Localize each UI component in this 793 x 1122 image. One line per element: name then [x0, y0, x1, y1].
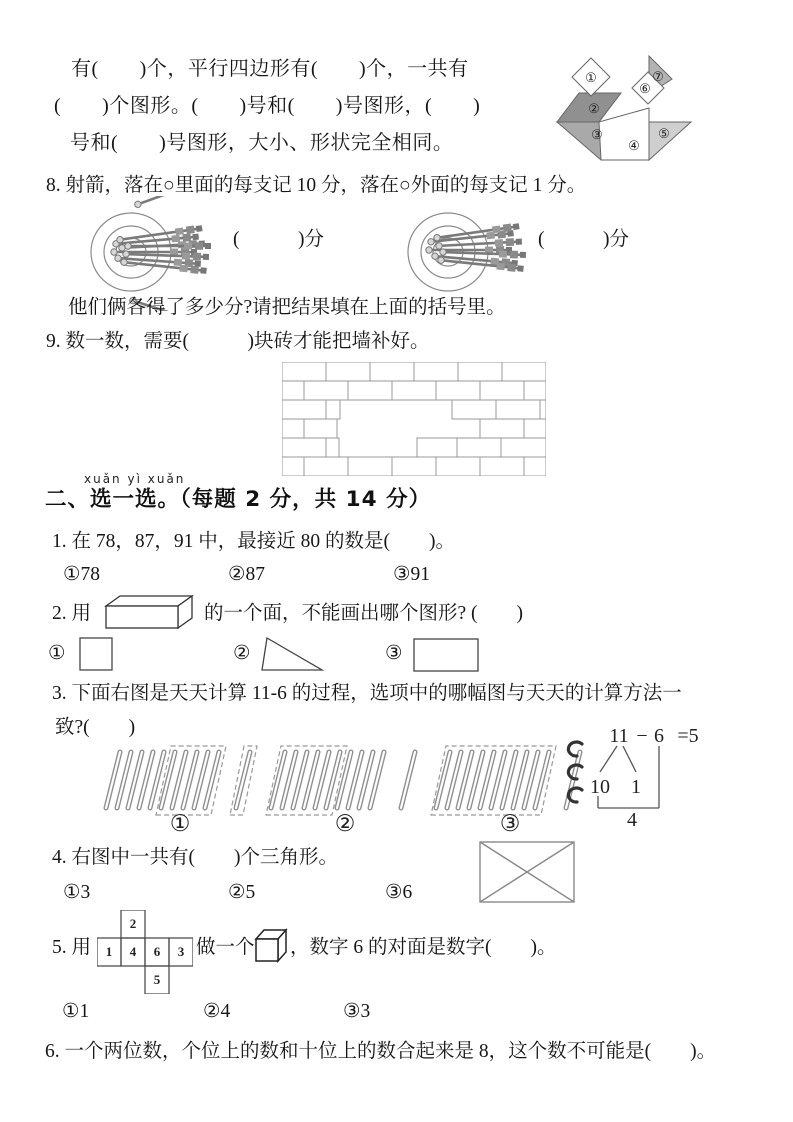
q5-option-2: ②4	[203, 1001, 231, 1022]
q3-stick-label-3: ③	[499, 811, 521, 836]
brick-row-4	[282, 419, 546, 438]
q3-stick-label-1: ①	[169, 811, 191, 836]
archery-target-2	[393, 196, 568, 311]
computation-diagram	[560, 716, 790, 832]
tangram-pieces	[557, 56, 691, 160]
net-cell-2: 4	[129, 944, 137, 959]
q1-option-2: ②87	[228, 564, 265, 585]
cuboid-figure	[104, 594, 198, 632]
cube-net-figure	[97, 910, 193, 994]
q5-option-1: ①1	[62, 1001, 90, 1022]
q3-stick-label-2: ②	[334, 811, 356, 836]
section2-pinyin: xuǎn yì xuǎn	[84, 472, 186, 486]
spiral-binding-icon	[568, 742, 582, 802]
q4-option-1: ①3	[63, 882, 91, 903]
brick-row-6	[282, 457, 546, 476]
net-cell-4: 3	[177, 944, 185, 959]
q2-text-pre: 2. 用	[52, 603, 92, 624]
arrows-inside	[426, 222, 526, 272]
square-option-figure	[78, 636, 114, 672]
q7-line2: ( )个图形。( )号和( )号图形，( )	[54, 95, 481, 117]
q8-score-blank-1: ( )分	[233, 229, 324, 250]
tangram-label-2: ②	[588, 101, 600, 116]
rectangle-option-figure	[413, 638, 479, 672]
tangram-figure	[549, 40, 793, 170]
q3-line2: 致?( )	[55, 717, 136, 738]
q1-option-1: ①78	[63, 564, 100, 585]
tangram-piece-5	[649, 122, 691, 160]
brick-row-2	[282, 381, 546, 400]
arrows-inside	[111, 224, 211, 274]
q9-text: 9. 数一数，需要( )块砖才能把墙补好。	[46, 331, 430, 352]
tangram-label-3: ③	[591, 127, 603, 142]
brick-row-1	[282, 362, 546, 381]
archery-target-1	[76, 196, 251, 311]
q2-mark-3: ③	[385, 643, 403, 664]
q8-score-blank-2: ( )分	[538, 229, 629, 250]
q5-text-post: ，数字 6 的对面是数字( )。	[290, 937, 557, 958]
net-cell-1: 1	[105, 944, 113, 959]
rectangle-with-diagonals-figure	[479, 841, 575, 903]
q5-option-3: ③3	[343, 1001, 371, 1022]
q5-text-pre: 5. 用	[52, 937, 92, 958]
q8-followup: 他们俩各得了多少分?请把结果填在上面的括号里。	[68, 297, 506, 318]
diagram-numbers	[590, 725, 699, 831]
tangram-piece-4	[599, 108, 649, 160]
net-cell-top: 2	[129, 916, 137, 931]
net-cell-3: 6	[153, 944, 161, 959]
diagram-minus-sign: −	[636, 725, 648, 747]
q3-line1: 3. 下面右图是天天计算 11-6 的过程，选项中的哪幅图与天天的计算方法一	[52, 683, 682, 704]
net-cell-bottom: 5	[153, 972, 161, 987]
q7-line1: 有( )个，平行四边形有( )个，一共有	[71, 58, 469, 80]
sticks-option-2-figure	[265, 744, 425, 818]
q2-text-post: 的一个面，不能画出哪个图形? ( )	[204, 603, 524, 624]
diagram-part-ten: 10	[590, 776, 610, 798]
tangram-label-4: ④	[628, 138, 640, 153]
q2-mark-2: ②	[233, 643, 251, 664]
q8-text: 8. 射箭，落在○里面的每支记 10 分，落在○外面的每支记 1 分。	[46, 175, 587, 196]
q1-option-3: ③91	[393, 564, 430, 585]
brick-row-5	[282, 438, 546, 457]
cube-figure	[253, 926, 289, 966]
q4-text: 4. 右图中一共有( )个三角形。	[52, 847, 338, 868]
tangram-label-1: ①	[585, 70, 597, 85]
triangle-option-figure	[260, 636, 324, 672]
diagram-minuend: 11	[609, 725, 629, 747]
diagram-step-result: 4	[627, 809, 637, 831]
q1-text: 1. 在 78，87，91 中，最接近 80 的数是( )。	[52, 531, 455, 552]
q5-text-mid: 做一个	[196, 937, 255, 958]
q2-mark-1: ①	[48, 643, 66, 664]
q4-option-2: ②5	[228, 882, 256, 903]
diagram-equals: =5	[677, 725, 699, 747]
sticks-option-1-figure	[100, 744, 260, 818]
q6-text: 6. 一个两位数，个位上的数和十位上的数合起来是 8，这个数不可能是( )。	[45, 1041, 717, 1062]
q7-line3: 号和( )号图形，大小、形状完全相同。	[70, 132, 454, 154]
tangram-label-7: ⑦	[652, 69, 664, 84]
diagram-part-one: 1	[631, 776, 641, 798]
q4-option-3: ③6	[385, 882, 413, 903]
section2-title: 二、选一选。（每题 2 分，共 14 分）	[45, 487, 432, 512]
brick-rows	[282, 362, 546, 476]
brick-row-3	[282, 400, 546, 419]
brick-wall-figure	[282, 362, 546, 476]
tangram-label-5: ⑤	[658, 126, 670, 141]
diagram-subtrahend: 6	[654, 725, 664, 747]
tangram-label-6: ⑥	[639, 81, 651, 96]
